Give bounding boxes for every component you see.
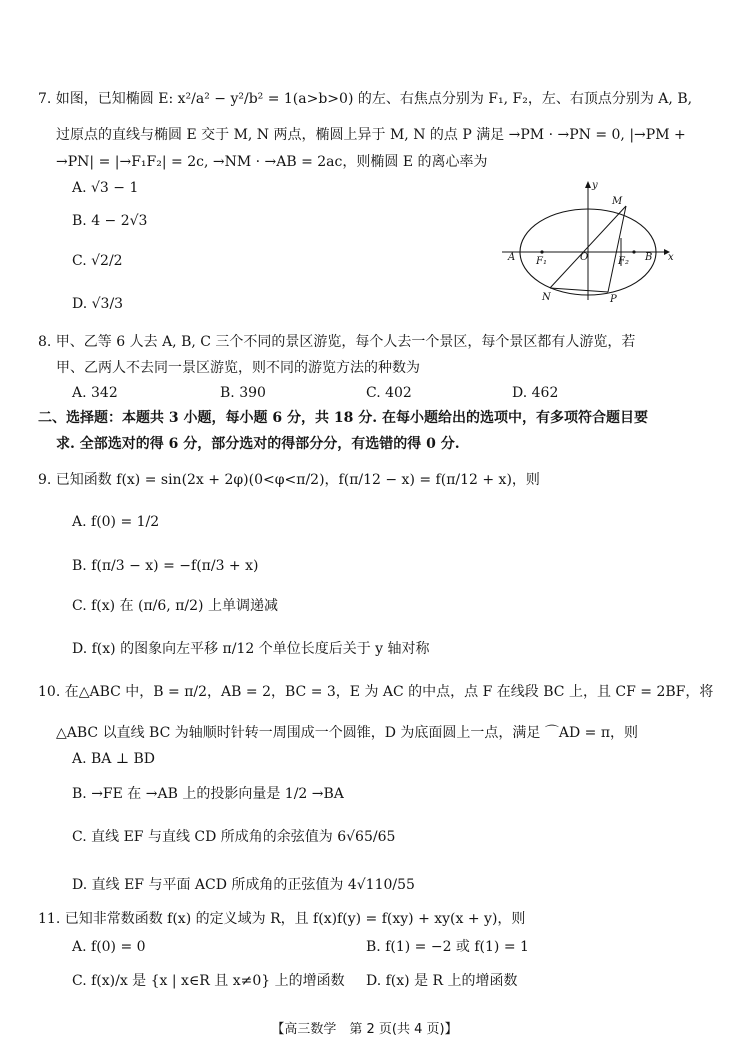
label-p: P [610,294,617,304]
q10-option-b: B. →FE 在 →AB 上的投影向量是 1/2 →BA [72,786,344,802]
q10-option-c: C. 直线 EF 与直线 CD 所成角的余弦值为 6√65/65 [72,829,396,845]
label-f2: F₂ [618,256,629,267]
line-mp [608,206,626,292]
q7-stem-line3: →PN| = |→F₁F₂| = 2c, →NM · →AB = 2ac，则椭圆 E 的离心率为 [56,154,488,170]
q10-stem-line1: 10. 在△ABC 中，B = π/2，AB = 2，BC = 3，E 为 AC 的中点，点 F 在线段 BC 上，且 CF = 2BF，将 [38,684,714,700]
label-n: N [542,292,551,303]
point-f1 [540,250,543,253]
q9-stem: 9. 已知函数 f(x) = sin(2x + 2φ)(0<φ<π/2)，f(π/12 − x) = f(π/12 + x)，则 [38,472,540,488]
q7-stem-line2: 过原点的直线与椭圆 E 交于 M, N 两点，椭圆上异于 M, N 的点 P 满足 →PM · →PN = 0, |→PM + [56,127,686,143]
q8-option-c: C. 402 [366,385,412,401]
q10-option-a: A. BA ⊥ BD [72,751,155,767]
q7-option-a: A. √3 − 1 [72,180,139,196]
y-axis-arrow [585,181,591,188]
label-x: x [668,252,674,263]
q7-stem-line1: 7. 如图，已知椭圆 E: x²/a² − y²/b² = 1(a>b>0) 的左、右焦点分别为 F₁, F₂，左、右顶点分别为 A, B, [38,91,693,107]
point-f2 [632,250,635,253]
label-b: B [645,252,653,263]
q9-option-b: B. f(π/3 − x) = −f(π/3 + x) [72,558,259,574]
q11-option-b: B. f(1) = −2 或 f(1) = 1 [366,939,529,955]
section2-heading-line2: 求. 全部选对的得 6 分，部分选对的得部分分，有选错的得 0 分. [56,436,460,452]
q9-option-a: A. f(0) = 1/2 [72,514,160,530]
ellipse-figure [498,178,676,304]
page-footer: 【高三数学 第 2 页(共 4 页)】 [271,1022,458,1037]
q10-option-d: D. 直线 EF 与平面 ACD 所成角的正弦值为 4√110/55 [72,877,415,893]
q8-option-d: D. 462 [512,385,559,401]
q7-option-d: D. √3/3 [72,296,124,312]
q8-stem-line1: 8. 甲、乙等 6 人去 A, B, C 三个不同的景区游览，每个人去一个景区，每个景区都有人游览，若 [38,334,636,350]
q11-option-a: A. f(0) = 0 [72,939,146,955]
section2-heading-line1: 二、选择题：本题共 3 小题，每小题 6 分，共 18 分. 在每小题给出的选项中，有多项符合题目要 [38,410,648,426]
label-a: A [508,252,516,263]
q11-option-c: C. f(x)/x 是 {x | x∈R 且 x≠0} 上的增函数 [72,973,345,989]
q7-option-c: C. √2/2 [72,253,123,269]
q11-stem: 11. 已知非常数函数 f(x) 的定义域为 R，且 f(x)f(y) = f(xy) + xy(x + y)，则 [38,911,526,927]
label-y: y [592,180,598,191]
label-f1: F₁ [536,256,547,267]
q9-option-c: C. f(x) 在 (π/6, π/2) 上单调递减 [72,598,278,614]
q8-stem-line2: 甲、乙两人不去同一景区游览，则不同的游览方法的种数为 [56,360,420,376]
q8-option-b: B. 390 [220,385,266,401]
q9-option-d: D. f(x) 的图象向左平移 π/12 个单位长度后关于 y 轴对称 [72,641,430,657]
label-o: O [580,252,589,263]
label-m: M [612,196,623,207]
q7-option-b: B. 4 − 2√3 [72,213,148,229]
q8-option-a: A. 342 [72,385,118,401]
q11-option-d: D. f(x) 是 R 上的增函数 [366,973,518,989]
q10-stem-line2: △ABC 以直线 BC 为轴顺时针转一周围成一个圆锥，D 为底面圆上一点，满足 ⌒AD = π，则 [56,725,639,741]
